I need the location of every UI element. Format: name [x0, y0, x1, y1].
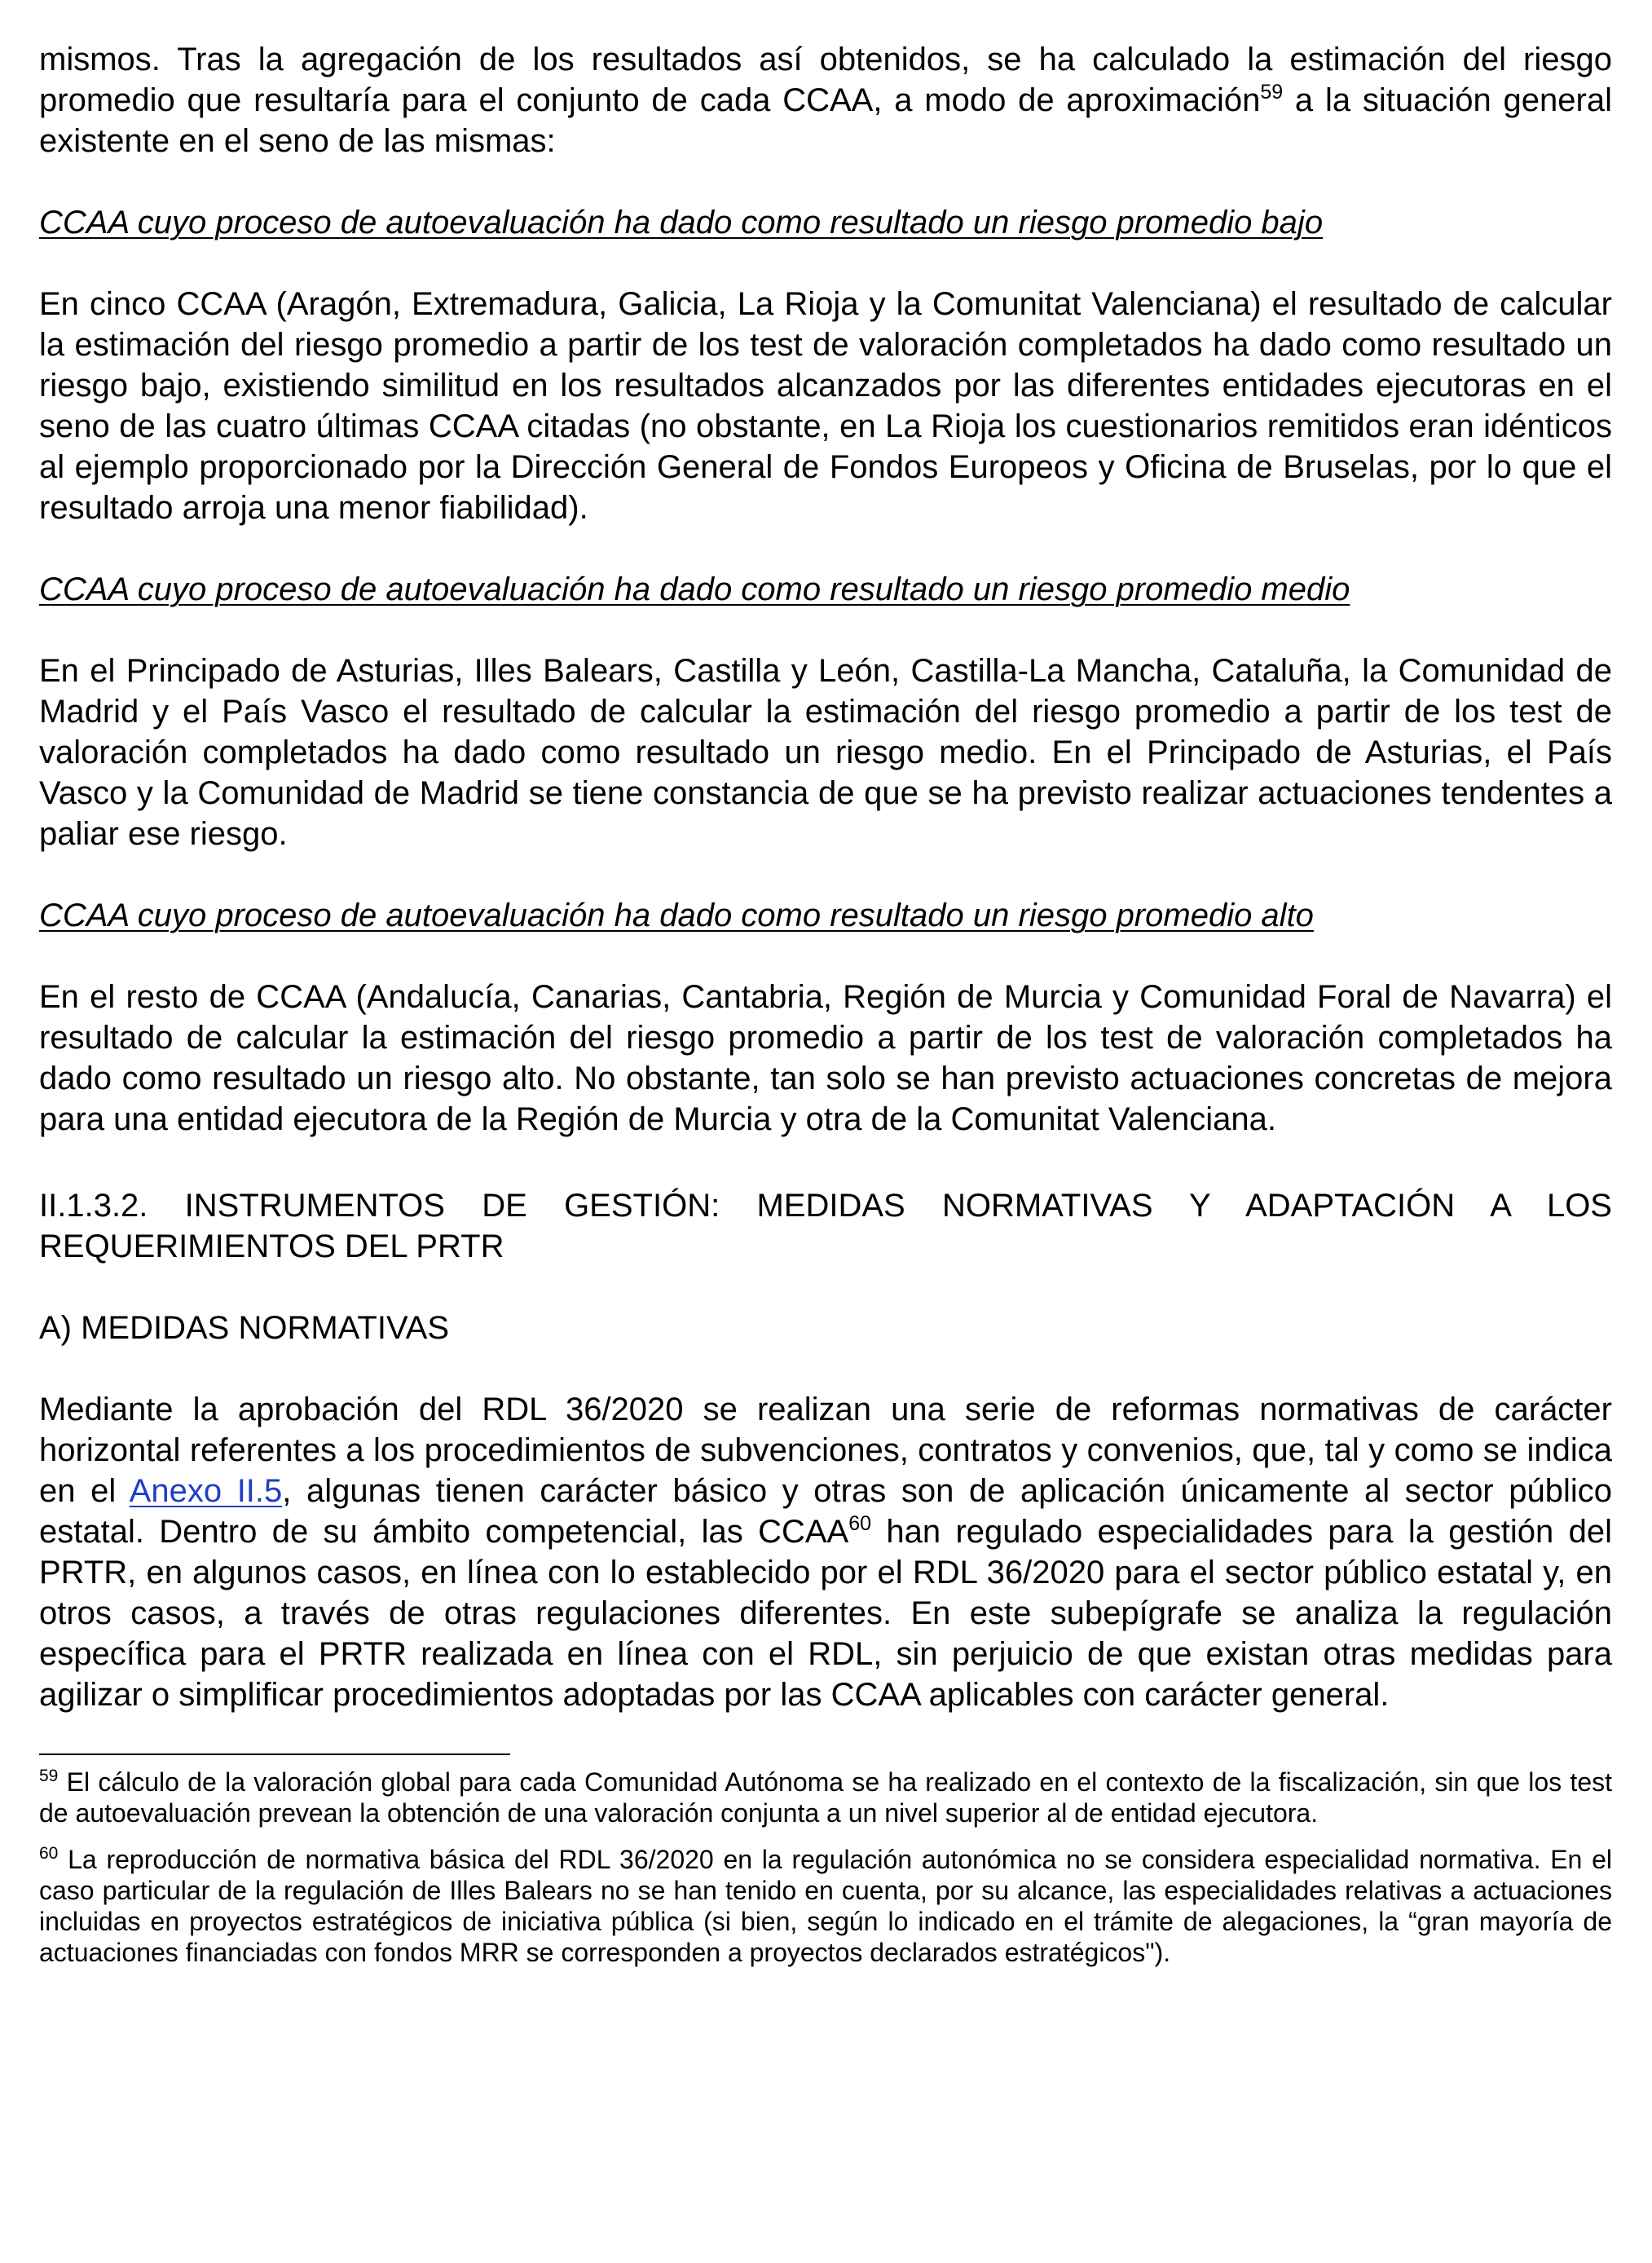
footnote-59: $^{59}$ El cálculo de la valoración global para cada Comunidad Autónoma se ha realizado en el contexto de la fiscalización, sin que los test de autoevaluación prevean la obtención de una valoración conjunta a un nivel superior al de entidad ejecutora. [39, 1767, 1612, 1828]
anexo-link[interactable]: Anexo II.5 [129, 1473, 283, 1509]
paragraph-riesgo-bajo: En cinco CCAA (Aragón, Extremadura, Galicia, La Rioja y la Comunitat Valenciana) el resultado de calcular la estimación del riesgo promedio a partir de los test de valoración completados ha dado como resultado un riesgo bajo, existiendo similitud en los resultados alcanzados por las diferentes entidades ejecutoras en el seno de las cuatro últimas CCAA citadas (no obstante, en La Rioja los cuestionarios remitidos eran idénticos al ejemplo proporcionado por la Dirección General de Fondos Europeos y Oficina de Bruselas, por lo que el resultado arroja una menor fiabilidad). [39, 286, 1612, 526]
intro-paragraph: mismos. Tras la agregación de los resultados así obtenidos, se ha calculado la estimación del riesgo promedio que resultaría para el conjunto de cada CCAA, a modo de aproximación$^{59}$ a la situación general existente en el seno de las mismas: [39, 42, 1612, 159]
footnote-ref-60[interactable]: 60 [848, 1512, 872, 1535]
heading-riesgo-medio: CCAA cuyo proceso de autoevaluación ha dado como resultado un riesgo promedio medio [39, 571, 1350, 607]
subsection-title: A) MEDIDAS NORMATIVAS [39, 1310, 450, 1346]
paragraph-riesgo-alto: En el resto de CCAA (Andalucía, Canarias, Cantabria, Región de Murcia y Comunidad Foral de Navarra) el resultado de calcular la estimación del riesgo promedio a partir de los test de valoración completados ha dado como resultado un riesgo alto. No obstante, tan solo se han previsto actuaciones concretas de mejora para una entidad ejecutora de la Región de Murcia y otra de la Comunitat Valenciana. [39, 979, 1612, 1137]
paragraph-riesgo-medio: En el Principado de Asturias, Illes Balears, Castilla y León, Castilla-La Mancha, Cataluña, la Comunidad de Madrid y el País Vasco el resultado de calcular la estimación del riesgo promedio a partir de los test de valoración completados ha dado como resultado un riesgo medio. En el Principado de Asturias, el País Vasco y la Comunidad de Madrid se tiene constancia de que se ha previsto realizar actuaciones tendentes a paliar ese riesgo. [39, 653, 1612, 852]
footnote-number: 60 [39, 1844, 59, 1863]
heading-riesgo-bajo: CCAA cuyo proceso de autoevaluación ha dado como resultado un riesgo promedio bajo [39, 205, 1324, 240]
heading-riesgo-alto: CCAA cuyo proceso de autoevaluación ha dado como resultado un riesgo promedio alto [39, 898, 1314, 933]
footnote-separator [39, 1753, 510, 1755]
section-title: II.1.3.2. INSTRUMENTOS DE GESTIÓN: MEDIDAS NORMATIVAS Y ADAPTACIÓN A LOS REQUERIMIENTOS DEL PRTR [39, 1188, 1612, 1264]
footnote-ref-59[interactable]: 59 [1260, 81, 1284, 104]
footnote-number: 59 [39, 1767, 59, 1785]
document-page [39, 39, 1612, 1968]
footnote-60: $^{60}$ La reproducción de normativa básica del RDL 36/2020 en la regulación autonómica no se considera especialidad normativa. En el caso particular de la regulación de Illes Balears no se han tenido en cuenta, por su alcance, las especialidades relativas a actuaciones incluidas en proyectos estratégicos de iniciativa pública (si bien, según lo indicado en el trámite de alegaciones, la “gran mayoría de actuaciones financiadas con fondos MRR se corresponden a proyectos declarados estratégicos"). [39, 1844, 1612, 1967]
footnotes [39, 1767, 1612, 1968]
paragraph-medidas-normativas: Mediante la aprobación del RDL 36/2020 se realizan una serie de reformas normativas de carácter horizontal referentes a los procedimientos de subvenciones, contratos y convenios, que, tal y como se indica en el Anexo II.5, algunas tienen carácter básico y otras son de aplicación únicamente al sector público estatal. Dentro de su ámbito competencial, las CCAA$^{60}$ han regulado especialidades para la gestión del PRTR, en algunos casos, en línea con lo establecido por el RDL 36/2020 para el sector público estatal y, en otros casos, a través de otras regulaciones diferentes. En este subepígrafe se analiza la regulación específica para el PRTR realizada en línea con el RDL, sin perjuicio de que existan otras medidas para agilizar o simplificar procedimientos adoptadas por las CCAA aplicables con carácter general. [39, 1392, 1612, 1713]
